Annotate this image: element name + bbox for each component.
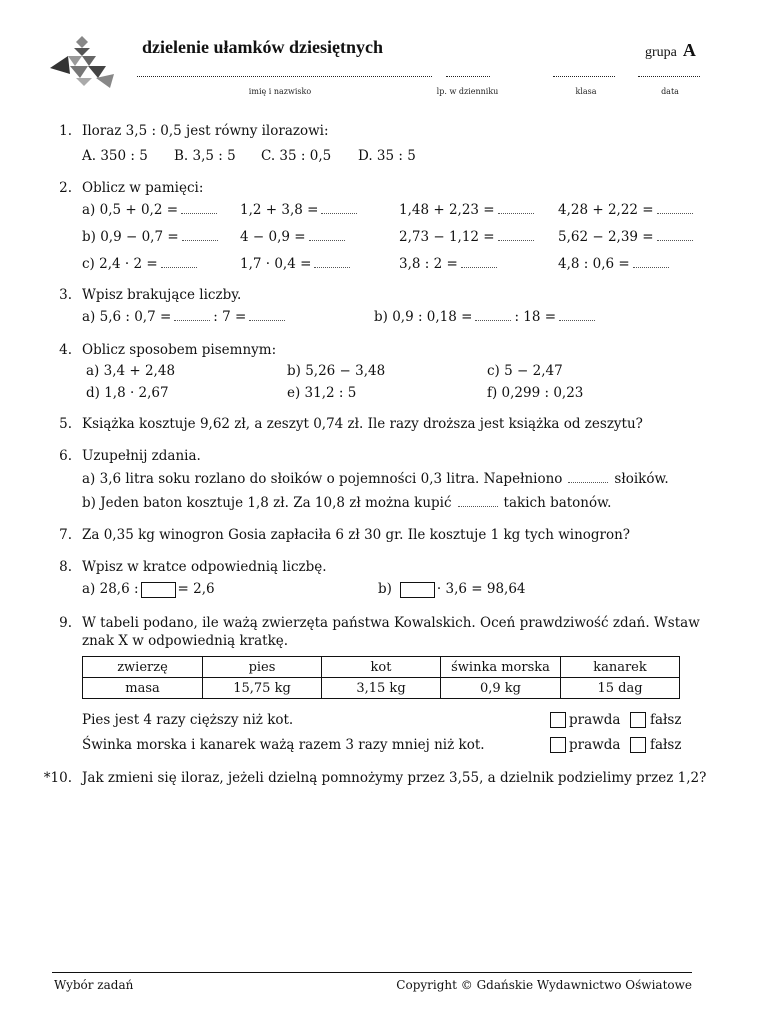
answer-blank[interactable] [249, 319, 285, 321]
number-field-line[interactable] [446, 75, 490, 77]
q4-item-a: a) 3,4 + 2,48 [86, 363, 176, 379]
answer-blank[interactable] [498, 239, 534, 241]
q3-text: Wpisz brakujące liczby. [82, 287, 242, 303]
table-header-cell: świnka morska [441, 657, 561, 678]
q7-text: Za 0,35 kg winogron Gosia zapłaciła 6 zł 30 gr. Ile kosztuje 1 kg tych winogron? [82, 527, 631, 543]
q2-number: 2. [59, 180, 72, 196]
footer-divider [52, 972, 692, 973]
q2-c-1: c) 2,4 · 2 = [82, 256, 200, 272]
answer-blank[interactable] [498, 212, 534, 214]
q8-number: 8. [59, 559, 72, 575]
answer-box[interactable] [400, 582, 435, 598]
q6-number: 6. [59, 448, 72, 464]
q3-number: 3. [59, 287, 72, 303]
statement2-true-checkbox[interactable] [550, 737, 566, 753]
q2-a-1: a) 0,5 + 0,2 = [82, 202, 220, 218]
q9-statement-1: Pies jest 4 razy cięższy niż kot. [82, 712, 294, 728]
q2-b-2: 4 − 0,9 = [240, 229, 348, 245]
statement1-false-label: fałsz [650, 712, 682, 728]
date-field-label: data [661, 87, 679, 96]
statement2-false-label: fałsz [650, 737, 682, 753]
statement2-false-checkbox[interactable] [630, 737, 646, 753]
name-field-label: imię i nazwisko [248, 87, 312, 96]
q3-b: b) 0,9 : 0,18 = : 18 = [374, 309, 598, 325]
publisher-logo [48, 34, 116, 90]
table-header-cell: kanarek [561, 657, 680, 678]
group-value: A [682, 40, 696, 60]
name-field-line[interactable] [137, 75, 432, 77]
q4-text: Oblicz sposobem pisemnym: [82, 342, 277, 358]
table-header-row [83, 657, 680, 678]
table-header-cell: kot [322, 657, 441, 678]
q9-statement-2: Świnka morska i kanarek ważą razem 3 razy mniej niż kot. [82, 737, 485, 753]
answer-blank[interactable] [475, 319, 511, 321]
answer-blank[interactable] [174, 319, 210, 321]
number-field-label: lp. w dzienniku [436, 87, 499, 96]
q2-b-4: 5,62 − 2,39 = [558, 229, 696, 245]
table-header-cell: zwierzę [83, 657, 203, 678]
answer-blank[interactable] [568, 481, 608, 483]
q5-number: 5. [59, 416, 72, 432]
q7-number: 7. [59, 527, 72, 543]
table-cell: 3,15 kg [322, 678, 441, 699]
answer-blank[interactable] [657, 239, 693, 241]
answer-blank[interactable] [559, 319, 595, 321]
answer-blank[interactable] [181, 212, 217, 214]
q4-item-f: f) 0,299 : 0,23 [487, 385, 584, 401]
answer-blank[interactable] [657, 212, 693, 214]
statement1-true-checkbox[interactable] [550, 712, 566, 728]
answer-blank[interactable] [461, 266, 497, 268]
q8-text: Wpisz w kratce odpowiednią liczbę. [82, 559, 327, 575]
q1-number: 1. [59, 123, 72, 139]
statement2-true-label: prawda [569, 737, 621, 753]
q1-option-d: D. 35 : 5 [358, 148, 416, 164]
answer-blank[interactable] [633, 266, 669, 268]
q2-c-4: 4,8 : 0,6 = [558, 256, 672, 272]
answer-blank[interactable] [314, 266, 350, 268]
table-row [83, 678, 680, 699]
q3-a: a) 5,6 : 0,7 = : 7 = [82, 309, 288, 325]
class-field-line[interactable] [553, 75, 615, 77]
table-cell: masa [83, 678, 203, 699]
q9-text-line2: znak X w odpowiednią kratkę. [82, 633, 289, 649]
footer-left: Wybór zadań [54, 978, 134, 992]
q6-text: Uzupełnij zdania. [82, 448, 201, 464]
q1-option-a: A. 350 : 5 [82, 148, 148, 164]
animal-weight-table [82, 656, 680, 699]
q1-option-b: B. 3,5 : 5 [174, 148, 236, 164]
q2-a-4: 4,28 + 2,22 = [558, 202, 696, 218]
table-cell: 0,9 kg [441, 678, 561, 699]
q10-number: *10. [43, 770, 72, 786]
table-header-cell: pies [203, 657, 322, 678]
q8-b: b) · 3,6 = 98,64 [378, 581, 526, 597]
q2-b-3: 2,73 − 1,12 = [399, 229, 537, 245]
q2-text: Oblicz w pamięci: [82, 180, 204, 196]
q8-a: a) 28,6 : = 2,6 [82, 581, 215, 597]
date-field-line[interactable] [638, 75, 700, 77]
q9-number: 9. [59, 615, 72, 631]
q10-text: Jak zmieni się iloraz, jeżeli dzielną pomnożymy przez 3,55, a dzielnik podzielimy przez 1,2? [82, 770, 707, 786]
q2-c-3: 3,8 : 2 = [399, 256, 500, 272]
q4-item-d: d) 1,8 · 2,67 [86, 385, 169, 401]
answer-blank[interactable] [321, 212, 357, 214]
group-label: grupa A [645, 40, 696, 60]
answer-box[interactable] [141, 582, 176, 598]
q4-item-e: e) 31,2 : 5 [287, 385, 357, 401]
q2-a-3: 1,48 + 2,23 = [399, 202, 537, 218]
answer-blank[interactable] [182, 239, 218, 241]
q2-b-1: b) 0,9 − 0,7 = [82, 229, 221, 245]
q5-text: Książka kosztuje 9,62 zł, a zeszyt 0,74 zł. Ile razy droższa jest książka od zeszytu? [82, 416, 643, 432]
q1-option-c: C. 35 : 0,5 [261, 148, 332, 164]
worksheet-title: dzielenie ułamków dziesiętnych [142, 37, 383, 57]
answer-blank[interactable] [458, 505, 498, 507]
q4-item-b: b) 5,26 − 3,48 [287, 363, 386, 379]
q1-text: Iloraz 3,5 : 0,5 jest równy ilorazowi: [82, 123, 329, 139]
footer-copyright: Copyright © Gdańskie Wydawnictwo Oświatowe [396, 978, 692, 992]
table-cell: 15 dag [561, 678, 680, 699]
q4-item-c: c) 5 − 2,47 [487, 363, 563, 379]
q9-text-line1: W tabeli podano, ile ważą zwierzęta państwa Kowalskich. Oceń prawdziwość zdań. Wstaw [82, 615, 700, 631]
statement1-true-label: prawda [569, 712, 621, 728]
q2-c-2: 1,7 · 0,4 = [240, 256, 353, 272]
table-cell: 15,75 kg [203, 678, 322, 699]
q2-a-2: 1,2 + 3,8 = [240, 202, 360, 218]
answer-blank[interactable] [309, 239, 345, 241]
q6-b: b) Jeden baton kosztuje 1,8 zł. Za 10,8 zł można kupić takich batonów. [82, 495, 612, 511]
statement1-false-checkbox[interactable] [630, 712, 646, 728]
answer-blank[interactable] [161, 266, 197, 268]
class-field-label: klasa [575, 87, 597, 96]
q6-a: a) 3,6 litra soku rozlano do słoików o pojemności 0,3 litra. Napełniono słoików. [82, 471, 669, 487]
q4-number: 4. [59, 342, 72, 358]
